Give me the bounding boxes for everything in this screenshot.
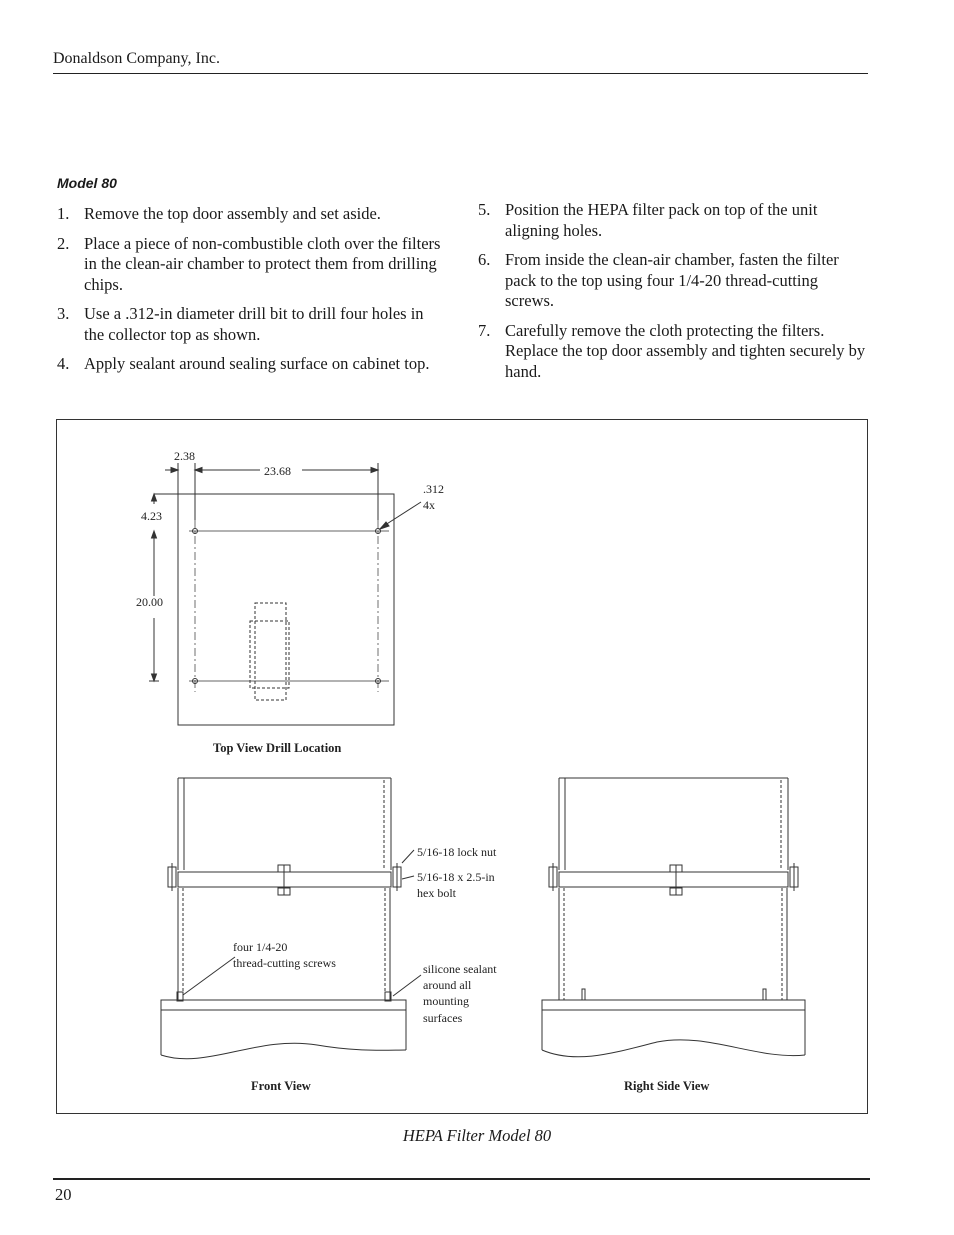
figure-frame <box>56 419 868 1114</box>
side-view-label: Right Side View <box>624 1079 710 1093</box>
step-number: 6. <box>478 250 491 269</box>
cabinet-top <box>161 1000 406 1010</box>
figure-caption: HEPA Filter Model 80 <box>402 1126 552 1145</box>
side-view-drawing <box>542 778 805 1057</box>
arrowhead <box>152 674 157 681</box>
step-item <box>478 200 870 241</box>
steps-list-left <box>57 204 447 384</box>
leader-line <box>402 876 414 879</box>
filter-flange <box>559 872 788 887</box>
header-rule <box>53 73 868 74</box>
top-view-label: Top View Drill Location <box>213 741 342 755</box>
step-item <box>57 204 447 225</box>
callout-bolt-line2: hex bolt <box>417 886 456 900</box>
arrowhead <box>371 468 378 473</box>
step-item <box>478 250 870 312</box>
arrowhead <box>171 468 178 473</box>
dim-offset-y: 4.23 <box>141 509 162 523</box>
step-item <box>57 234 447 296</box>
callout-lock-nut: 5/16-18 lock nut <box>417 845 497 859</box>
footer-rule <box>53 1178 870 1180</box>
leader-line <box>183 957 235 995</box>
section-title: Model 80 <box>57 175 117 191</box>
callout-sealant-line2: around all <box>423 978 472 992</box>
leader-line <box>402 850 414 863</box>
hepa-filter-diagram <box>57 420 869 1115</box>
break-line <box>161 1043 406 1059</box>
hole-callout-count: 4x <box>423 498 435 512</box>
step-number: 7. <box>478 320 491 340</box>
step-number: 4. <box>57 354 70 373</box>
step-item <box>57 304 447 345</box>
step-number: 2. <box>57 233 70 253</box>
callout-bolt-line1: 5/16-18 x 2.5-in <box>417 870 495 884</box>
callout-sealant-line3: mounting <box>423 994 470 1008</box>
page-number: 20 <box>55 1185 72 1204</box>
leader-line <box>382 502 421 527</box>
callout-screws-line2: thread-cutting screws <box>233 956 336 970</box>
step-text: Remove the top door assembly and set aside. <box>84 204 381 223</box>
dim-offset-x: 2.38 <box>174 449 195 463</box>
arrowhead <box>152 531 157 538</box>
front-view-drawing <box>161 778 421 1059</box>
step-number: 3. <box>57 304 70 323</box>
callout-screws-line1: four 1/4-20 <box>233 940 288 954</box>
arrowhead <box>152 494 157 501</box>
step-text: Use a .312-in diameter drill bit to drill four holes in the collector top as shown. <box>84 304 424 344</box>
step-text: From inside the clean-air chamber, fasten the filter pack to the top using four 1/4-20 thread-cutting screws. <box>505 250 839 310</box>
front-view-label: Front View <box>251 1079 311 1093</box>
step-number: 5. <box>478 200 491 219</box>
hole-callout-size: .312 <box>423 482 444 496</box>
dim-height: 20.00 <box>136 595 163 609</box>
dim-width: 23.68 <box>264 464 291 478</box>
step-item <box>478 321 870 383</box>
steps-list-right <box>478 200 870 391</box>
step-text: Place a piece of non-combustible cloth over the filters in the clean-air chamber to protect them from drilling chips. <box>84 233 441 294</box>
hidden-outline <box>255 603 286 700</box>
step-item <box>57 354 447 375</box>
step-text: Apply sealant around sealing surface on cabinet top. <box>84 354 430 373</box>
break-line <box>542 1040 805 1057</box>
screw-icon <box>763 989 766 1000</box>
step-number: 1. <box>57 204 70 223</box>
top-view-drawing <box>149 463 421 725</box>
header-company-name: Donaldson Company, Inc. <box>53 50 220 67</box>
step-text: Carefully remove the cloth protecting the filters. Replace the top door assembly and tighten securely by hand. <box>505 320 866 381</box>
cabinet-top <box>542 1000 805 1010</box>
arrowhead <box>195 468 202 473</box>
callout-sealant-line4: surfaces <box>423 1011 463 1025</box>
hidden-outline <box>250 621 289 688</box>
leader-line <box>393 975 421 996</box>
step-text: Position the HEPA filter pack on top of the unit aligning holes. <box>505 200 818 240</box>
callout-sealant-line1: silicone sealant <box>423 962 497 976</box>
screw-icon <box>582 989 585 1000</box>
